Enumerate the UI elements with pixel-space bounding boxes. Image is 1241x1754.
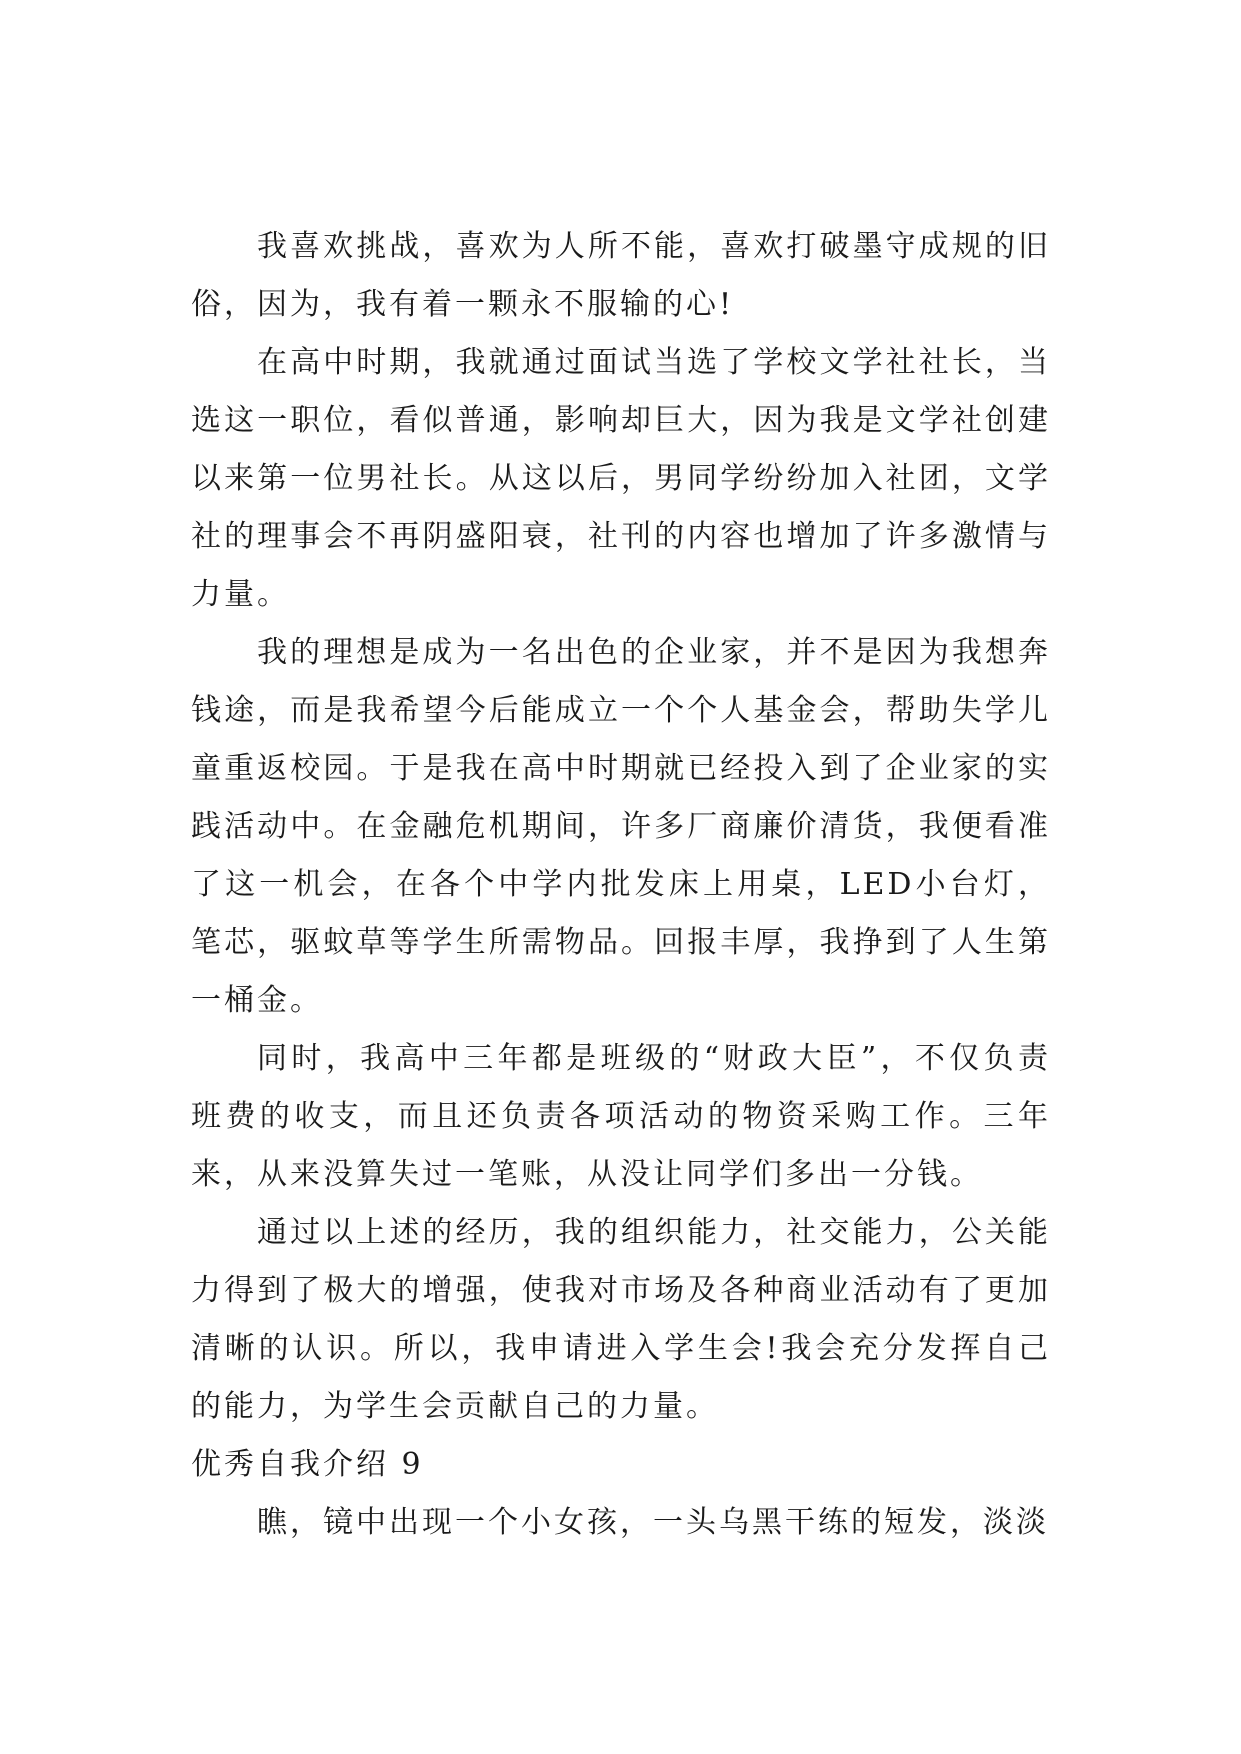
document-body (191, 218, 1051, 1552)
paragraph-1: 我喜欢挑战，喜欢为人所不能，喜欢打破墨守成规的旧俗，因为，我有着一颗永不服输的心! (191, 229, 1051, 322)
paragraph-3: 我的理想是成为一名出色的企业家，并不是因为我想奔钱途，而是我希望今后能成立一个个人基金会，帮助失学儿童重返校园。于是我在高中时期就已经投入到了企业家的实践活动中。在金融危机期间，许多厂商廉价清货，我便看准了这一机会，在各个中学内批发床上用桌，LED小台灯，笔芯，驱蚊草等学生所需物品。回报丰厚，我挣到了人生第一桶金。 (191, 635, 1051, 1018)
paragraph-4: 同时，我高中三年都是班级的“财政大臣”，不仅负责班费的收支，而且还负责各项活动的物资采购工作。三年来，从来没算失过一笔账，从没让同学们多出一分钱。 (191, 1041, 1051, 1192)
section-heading: 优秀自我介绍 9 (191, 1447, 424, 1482)
paragraph-5: 通过以上述的经历，我的组织能力，社交能力，公关能力得到了极大的增强，使我对市场及各种商业活动有了更加清晰的认识。所以，我申请进入学生会!我会充分发挥自己的能力，为学生会贡献自己的力量。 (191, 1215, 1051, 1424)
paragraph-6: 瞧，镜中出现一个小女孩，一头乌黑干练的短发，淡淡 (257, 1505, 1049, 1540)
paragraph-2: 在高中时期，我就通过面试当选了学校文学社社长，当选这一职位，看似普通，影响却巨大，因为我是文学社创建以来第一位男社长。从这以后，男同学纷纷加入社团，文学社的理事会不再阴盛阳衰，社刊的内容也增加了许多激情与力量。 (191, 345, 1051, 612)
